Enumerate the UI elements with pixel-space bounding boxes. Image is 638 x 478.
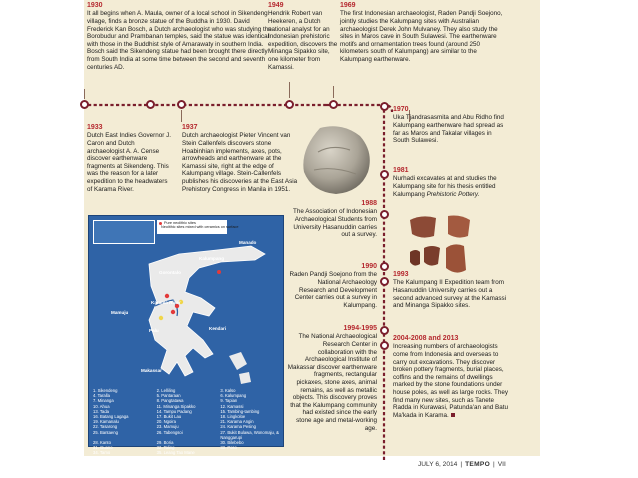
map-site-entry: 21. Karama Angin	[220, 419, 254, 425]
sulawesi-map	[88, 215, 284, 456]
entry-2004-2013	[393, 335, 509, 419]
map-site-entry: 19. Kamanalu	[93, 419, 119, 425]
footer-page-number: VII	[497, 461, 506, 468]
entry-year: 1981	[393, 167, 409, 174]
entry-text: The Kalumpang II Expedition team from Hasanuddin University carries out a second advanced survey at the Kamassi and Minanga Sipakko sites.	[393, 279, 507, 310]
map-label-gorontalo: Gorontalo	[159, 270, 181, 275]
map-site-entry: 5. Pantaraan	[156, 393, 181, 399]
entry-year: 1937	[182, 124, 198, 131]
map-site-entry: 1. Sikendeng	[93, 388, 118, 393]
map-site-entry: 17. Bukit Lau	[156, 414, 182, 420]
map-site-entry: 27. Bukit Bulawa, Wonomaju, & Nanggarupi	[220, 429, 279, 440]
map-site-entry: 20. Ngoira	[156, 419, 176, 425]
map-site-entry: 2. Lelliling	[156, 388, 176, 393]
entry-1949	[268, 2, 338, 71]
entry-text-plain: Nurhadi excavates at and studies the Kalumpang site for his thesis entitled Kalumpang	[393, 175, 497, 198]
connector	[333, 86, 334, 98]
entry-1981	[393, 167, 507, 198]
thesis-title: Prehistoric Pottery.	[426, 190, 480, 198]
map-site-entry: 7. Minanga	[93, 398, 114, 404]
entry-year: 2004-2008 and 2013	[393, 335, 459, 342]
entry-year: 1969	[340, 2, 356, 9]
map-label-mamuju: Mamuju	[111, 310, 129, 315]
entry-year: 1990	[361, 263, 377, 270]
footer-separator: |	[493, 461, 495, 468]
map-inset	[93, 220, 155, 244]
entry-1969	[340, 2, 504, 64]
entry-year: 1949	[268, 2, 284, 9]
map-site-entry: 10. Ahua	[93, 403, 110, 409]
connector	[289, 82, 290, 98]
map-site-entry: 26. Tabengsoi	[156, 429, 183, 435]
timeline-dot-2004	[380, 341, 389, 350]
entry-text	[393, 343, 509, 419]
map-site-entry: 34. Tamo	[93, 450, 111, 456]
timeline-dot-1930	[80, 100, 89, 109]
map-site-entry: 30. Bilebebo	[220, 440, 244, 446]
entry-1930	[87, 2, 275, 71]
map-label-manado: Manado	[239, 240, 257, 245]
map-site-entry: 9. Tapian	[220, 398, 238, 404]
map-site-entry: 11. Minanga Sipakko	[156, 403, 196, 409]
entry-year: 1970	[393, 106, 409, 113]
page-footer	[418, 461, 506, 468]
map-site-entry: 13. Tada	[93, 408, 109, 414]
end-mark-icon	[451, 413, 455, 417]
footer-magazine: TEMPO	[465, 461, 491, 468]
entry-text: The Association of Indonesian Archaeological Students from University Hasanuddin carries out a survey.	[292, 208, 377, 239]
map-site-entry: 6. Kalumpang	[220, 393, 247, 399]
timeline-dot-1993	[380, 277, 389, 286]
map-label-river: Karama River	[151, 300, 181, 305]
entry-1933	[87, 124, 173, 193]
entry-1937	[182, 124, 300, 193]
map-site-entry: 14. Tampu Padang	[156, 408, 192, 414]
entry-1970	[393, 106, 505, 145]
map-site-entry: 15. Tambing-tambing	[220, 408, 260, 414]
map-site-entry: 29. Boria	[156, 440, 174, 446]
entry-text: It all begins when A. Maula, owner of a local school in Sikendeng village, finds a bronze statue of the Buddha in 1930. David Frederick Kan Bosch, a Dutch archaeologist who was studying the Borobudur and Prambanan temples, said the statue was identical with those in the Buddhist style of Amarawaty in southern India. Bosch said the Sikendeng statue had been brought there directly from South India at some time between the second and seventh centuries AD.	[87, 10, 272, 71]
entry-year: 1933	[87, 124, 103, 131]
legend-swatch	[159, 222, 162, 225]
entry-1988	[291, 200, 377, 239]
map-site-entry: 28. Kanto	[93, 440, 111, 446]
map-site-entry: 22. Tasarong	[93, 424, 118, 430]
legend-label: Neolithic sites mixed with ceramics on surface	[161, 225, 239, 230]
entry-1994-1995	[287, 325, 377, 432]
pottery-sherds-image	[408, 212, 486, 278]
map-site-entry: 4. Taralla	[93, 393, 110, 399]
map-label-kalumpang: Kalumpang	[199, 256, 225, 261]
entry-text: The first Indonesian archaeologist, Raden Pandji Soejono, jointly studies the Kalumpang sites with Australian archaeologist Derek John Mulvaney. They also study the sites in Maros cave in South Sulawesi. The earthenware motifs and ornamentation trees found (around 250 kilometers south of Kalumpang) are similar to the Kalumpang earthenware.	[340, 10, 503, 63]
entry-text: The National Archaeological Research Center in collaboration with the Archaeological Institute of Makassar discover earthenware fragments, rectangular pickaxes, stone axes, animal remains, as well as metallic objects. This discovery proves that the Kalumpang community had existed since the early stone age and metal-working age.	[287, 333, 377, 432]
timeline-dot-1937	[177, 100, 186, 109]
map-site-entry: 35. Leang Tao Mane	[156, 450, 195, 456]
entry-text: Hendrik Robert van Heekeren, a Dutch national analyst for an Indonesian prehistoric expedition, discovers the Minanga Sipakko site, one kilometer from Kamassi.	[268, 10, 338, 71]
entry-text: Dutch East Indies Governor J. Caron and Dutch archaeologist A. A. Cense discover earthenware fragments at Sikendeng. This was the reason for a later expedition to the headwaters of Karama River.	[87, 132, 171, 193]
map-site-key	[93, 388, 281, 456]
timeline-dot-1990	[380, 262, 389, 271]
entry-year: 1993	[393, 271, 409, 278]
map-site-entry: 18. Lingkoloe	[220, 414, 246, 420]
map-label-makassar: Makassar	[141, 368, 162, 373]
map-site-entry: 32. Toling	[156, 445, 175, 451]
timeline-dot-1970	[380, 102, 389, 111]
timeline-dot-1933	[146, 100, 155, 109]
timeline-dot-1969	[329, 100, 338, 109]
footer-date: JULY 6, 2014	[418, 461, 458, 468]
map-site-entry: 24. Karama Pesing	[220, 424, 256, 430]
map-site-entry: 33. Poso	[220, 445, 237, 451]
map-site-entry: 3. Kalso	[220, 388, 236, 393]
entry-year: 1988	[361, 200, 377, 207]
entry-text-body: Increasing numbers of archaeologists come from Indonesia and overseas to carry out excavations. They discover broken pottery fragments, burial places, coffins and the remains of dwellings marked by the stone foundations under house poles, as well as large rocks. They find many new sites, such as Tanete Radda in Kurawasi, Patunda'an and Batu Ma'kada in Karama.	[393, 343, 509, 419]
timeline-dot-1994	[380, 326, 389, 335]
map-site-entry: 12. Kamassi	[220, 403, 244, 409]
stone-axe-image	[298, 122, 378, 196]
legend-label: Pure neolithic sites	[164, 221, 196, 225]
timeline-dot-1988	[380, 210, 389, 219]
map-label-palu: Palu	[149, 328, 159, 333]
entry-text: Uka Tjandrasasmita and Abu Ridho find Kalumpang earthenware had spread as far as Maros and Takalar villages in South Sulawesi.	[393, 114, 504, 145]
connector	[84, 89, 85, 99]
map-legend	[157, 220, 239, 234]
entry-text	[393, 175, 507, 198]
map-label-kendari: Kendari	[209, 326, 227, 331]
connector	[181, 110, 182, 122]
footer-separator: |	[460, 461, 463, 468]
map-site-entry: 31. Guano	[93, 445, 113, 451]
legend-row	[159, 225, 239, 230]
map-site-entry: 25. Bantaeng	[93, 429, 118, 435]
map-site-entry: 16. Batang Lagaga	[93, 414, 129, 420]
entry-text: Raden Pandji Soejono from the National Archaeology Research and Development Center carries out a survey in Kalumpang.	[289, 271, 377, 309]
entry-1990	[289, 263, 377, 309]
timeline-dot-1949	[285, 100, 294, 109]
entry-year: 1930	[87, 2, 103, 9]
entry-text: Dutch archaeologist Pieter Vincent van Stein Callenfels discovers stone Hoabinhian implements, axes, pots, arrowheads and earthenware at the Kamassi site, right at the edge of Kalumpang village. Stein-Callenfels publishes his discoveries at the East Asia Prehistory Congress in Manila in 1951.	[182, 132, 298, 193]
map-site-entry: 23. Mamuju	[156, 424, 179, 430]
entry-year: 1994-1995	[343, 325, 377, 332]
map-site-entry: 8. Pangtatawa	[156, 398, 184, 404]
timeline-dot-1981	[380, 170, 389, 179]
